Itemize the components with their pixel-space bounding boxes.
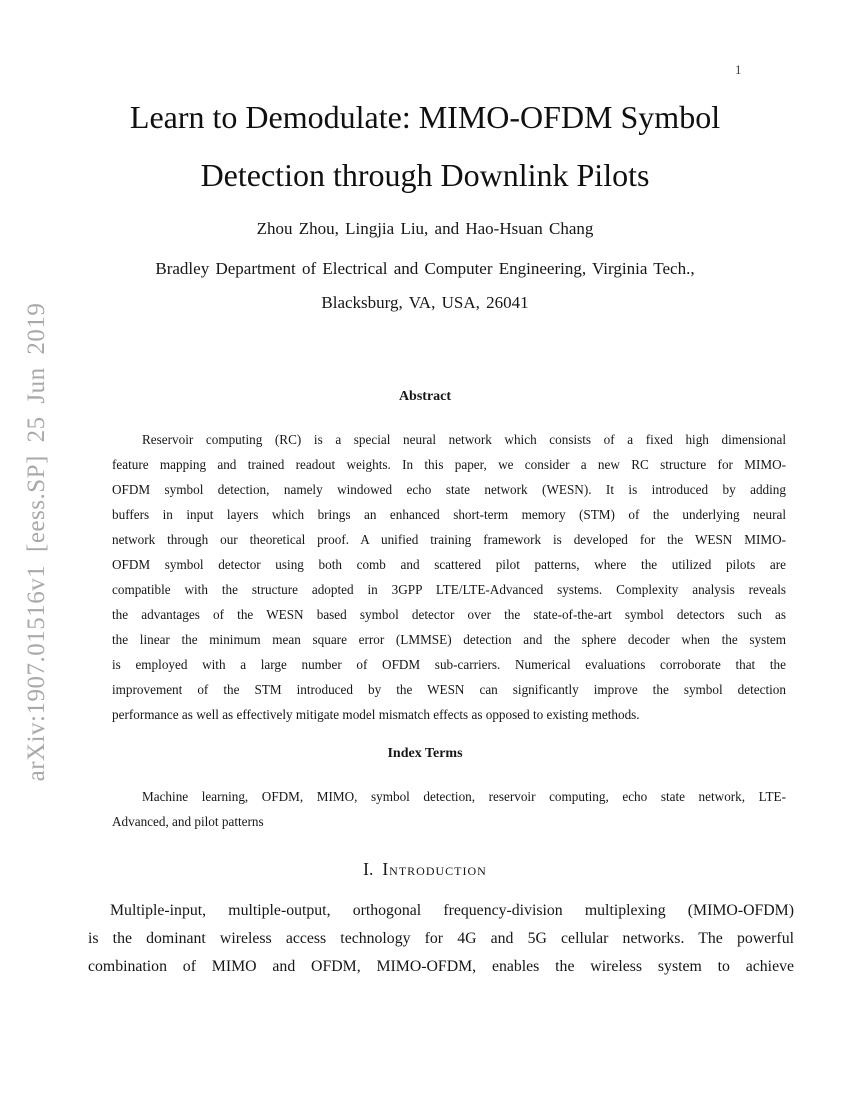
introduction-paragraph (88, 897, 794, 981)
paper-title (0, 88, 850, 204)
abstract-line: the linear the minimum mean square error (LMMSE) detection and the sphere decoder when the system (112, 632, 786, 647)
abstract-line: buffers in input layers which brings an enhanced short-term memory (STM) of the underlying neural (112, 507, 786, 522)
abstract-line: feature mapping and trained readout weights. In this paper, we consider a new RC structure for MIMO- (112, 457, 786, 472)
abstract-paragraph (112, 427, 786, 727)
abstract-line: improvement of the STM introduced by the WESN can significantly improve the symbol detection (112, 682, 786, 697)
abstract-line: is employed with a large number of OFDM sub-carriers. Numerical evaluations corroborate that the (112, 657, 786, 672)
intro-line: Multiple-input, multiple-output, orthogonal frequency-division multiplexing (MIMO-OFDM) (110, 902, 794, 919)
abstract-line: the advantages of the WESN based symbol detector over the state-of-the-art symbol detectors such as (112, 607, 786, 622)
index-terms-heading: Index Terms (387, 746, 463, 761)
abstract-heading: Abstract (398, 389, 452, 404)
index-terms-line: Advanced, and pilot patterns (112, 814, 264, 829)
abstract-line: OFDM symbol detection, namely windowed echo state network (WESN). It is introduced by adding (112, 482, 786, 497)
index-terms-line: Machine learning, OFDM, MIMO, symbol detection, reservoir computing, echo state network, LTE- (142, 789, 786, 804)
abstract-line: performance as well as effectively mitigate model mismatch effects as opposed to existing methods. (112, 707, 640, 722)
title-line-2: Detection through Downlink Pilots (200, 157, 650, 193)
title-line-1: Learn to Demodulate: MIMO-OFDM Symbol (129, 99, 721, 135)
intro-line: combination of MIMO and OFDM, MIMO-OFDM, enables the wireless system to achieve (88, 958, 794, 975)
affiliation-line-1: Bradley Department of Electrical and Computer Engineering, Virginia Tech., (155, 259, 695, 278)
abstract-line: OFDM symbol detector using both comb and scattered pilot patterns, where the utilized pilots are (112, 557, 786, 572)
section-heading-introduction (0, 859, 850, 880)
authors-line: Zhou Zhou, Lingjia Liu, and Hao-Hsuan Chang (256, 219, 594, 238)
intro-line: is the dominant wireless access technology for 4G and 5G cellular networks. The powerful (88, 930, 794, 947)
page-number: 1 (735, 62, 742, 77)
abstract-line: compatible with the structure adopted in 3GPP LTE/LTE-Advanced systems. Complexity analysis reveals (112, 582, 786, 597)
affiliation (0, 252, 850, 320)
index-terms-paragraph (112, 784, 786, 834)
section-title: Introduction (382, 859, 487, 879)
abstract-line: network through our theoretical proof. A unified training framework is developed for the WESN MIMO- (112, 532, 786, 547)
affiliation-line-2: Blacksburg, VA, USA, 26041 (321, 293, 529, 312)
arxiv-watermark: arXiv:1907.01516v1 [eess.SP] 25 Jun 2019 (23, 302, 50, 782)
abstract-line: Reservoir computing (RC) is a special neural network which consists of a fixed high dimensional (142, 432, 786, 447)
section-number: I. (363, 859, 374, 879)
